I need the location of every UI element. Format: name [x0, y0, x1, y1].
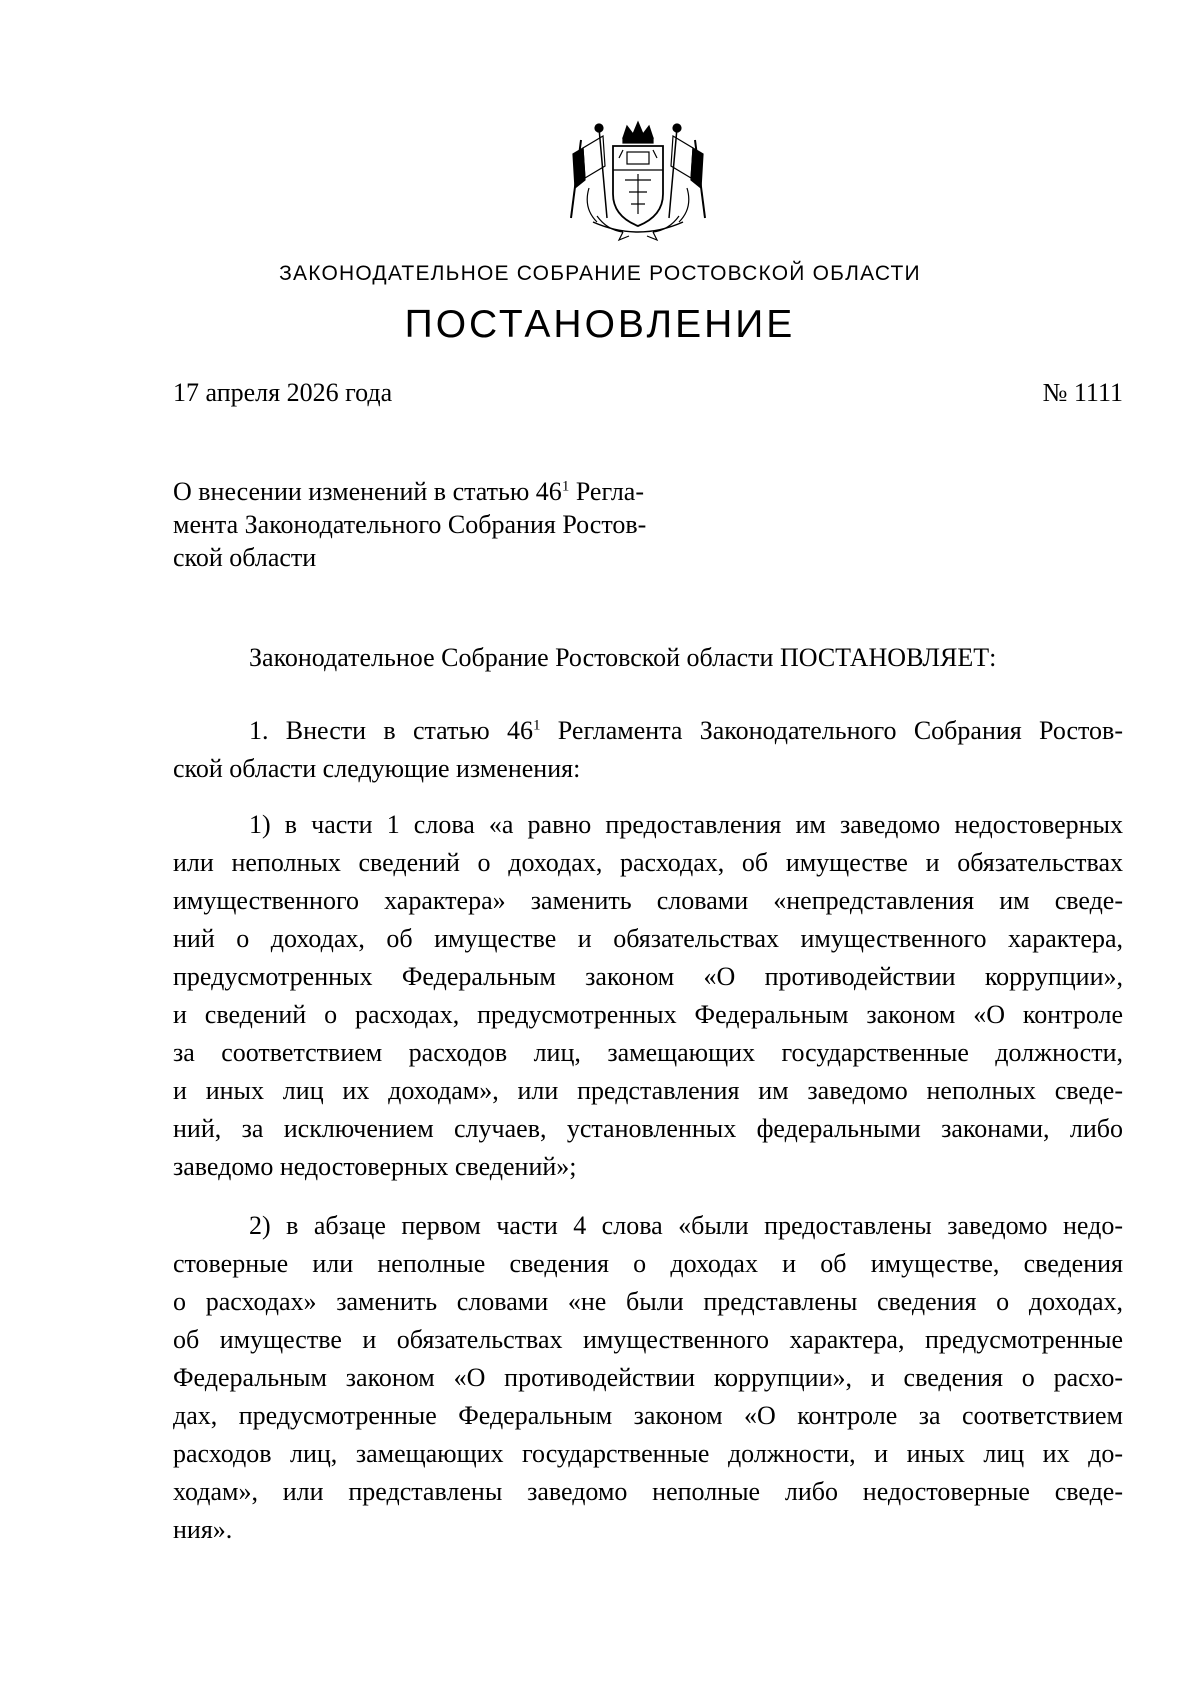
subclause-1-line: за соответствием расходов лиц, замещающих государственные должности, — [173, 1038, 1123, 1067]
subclause-2-line: ния». — [173, 1515, 233, 1544]
subject-line-2: мента Законодательного Собрания Ростов- — [173, 510, 647, 539]
subclause-1 — [173, 806, 1123, 1186]
subclause-1-line: имущественного характера» заменить словами «непредставления им сведе- — [173, 886, 1123, 915]
subclause-1-line: 1) в части 1 слова «а равно предоставления им заведомо недостоверных — [249, 810, 1123, 839]
legislative-assembly-title: ЗАКОНОДАТЕЛЬНОЕ СОБРАНИЕ РОСТОВСКОЙ ОБЛАСТИ — [279, 262, 921, 285]
subclause-2-line: дах, предусмотренные Федеральным законом «О контроле за соответствием — [173, 1401, 1123, 1430]
subclause-1-line: ний, за исключением случаев, установленных федеральными законами, либо — [173, 1114, 1123, 1143]
document-number: № 1111 — [1042, 378, 1123, 407]
document-date: 17 апреля 2026 года — [173, 378, 393, 407]
clause-1-line: 1. Внести в статью $46^1$ Регламента Законодательного Собрания Ростов- — [249, 716, 1123, 745]
clause-1-line: ской области следующие изменения: — [173, 754, 581, 783]
subclause-1-line: предусмотренных Федеральным законом «О противодействии коррупции», — [173, 962, 1123, 991]
subclause-1-line: или неполных сведений о доходах, расходах, об имуществе и обязательствах — [173, 848, 1123, 877]
subclause-2-line: ходам», или представлены заведомо неполные либо недостоверные сведе- — [173, 1477, 1123, 1506]
subclause-2-line: 2) в абзаце первом части 4 слова «были предоставлены заведомо недо- — [249, 1211, 1123, 1240]
document-subject — [173, 475, 733, 574]
clause-1 — [173, 712, 1123, 788]
subclause-1-line: ний о доходах, об имуществе и обязательствах имущественного характера, — [173, 924, 1123, 953]
subclause-2-line: расходов лиц, замещающих государственные должности, и иных лиц их до- — [173, 1439, 1123, 1468]
subclause-1-line: и сведений о расходах, предусмотренных Федеральным законом «О контроле — [173, 1000, 1123, 1029]
subclause-2-line: о расходах» заменить словами «не были представлены сведения о доходах, — [173, 1287, 1123, 1316]
coat-of-arms-emblem — [563, 118, 713, 242]
subject-line-1: О внесении изменений в статью $46^1$ Регла- — [173, 477, 644, 506]
subclause-2 — [173, 1207, 1123, 1549]
subclause-2-line: стоверные или неполные сведения о доходах и об имуществе, сведения — [173, 1249, 1123, 1278]
subclause-2-line: об имуществе и обязательствах имущественного характера, предусмотренные — [173, 1325, 1123, 1354]
preamble: Законодательное Собрание Ростовской области ПОСТАНОВЛЯЕТ: — [249, 643, 997, 672]
subclause-1-line: и иных лиц их доходам», или представления им заведомо неполных сведе- — [173, 1076, 1123, 1105]
subclause-2-line: Федеральным законом «О противодействии коррупции», и сведения о расхо- — [173, 1363, 1123, 1392]
subject-line-3: ской области — [173, 543, 317, 572]
subclause-1-line: заведомо недостоверных сведений»; — [173, 1152, 577, 1181]
document-type-title: ПОСТАНОВЛЕНИЕ — [404, 303, 796, 346]
